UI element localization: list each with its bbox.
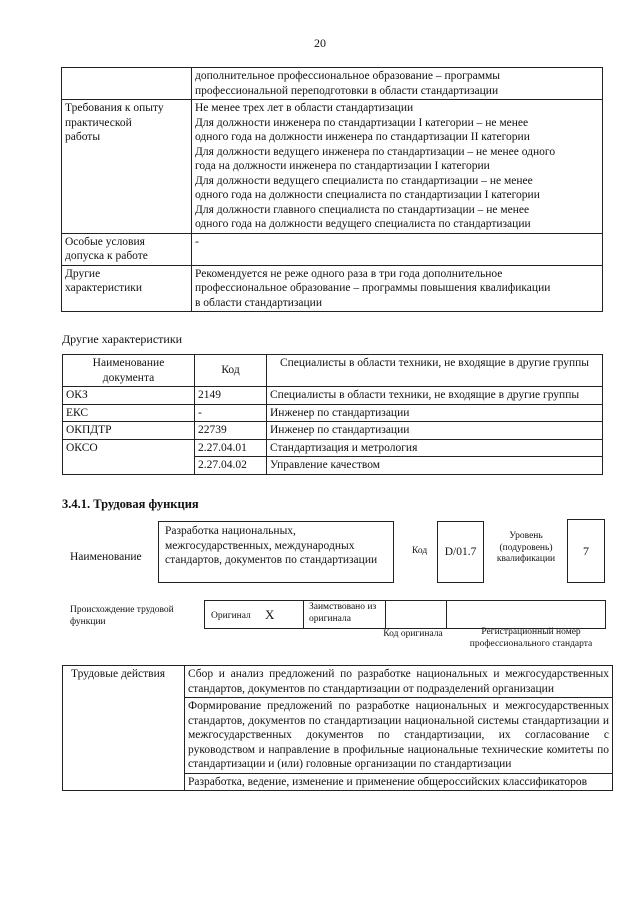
table-row	[62, 265, 603, 312]
labor-action-item: Сбор и анализ предложений по разработке национальных и межгосударственных стандартов, документов по стандартизации от подразделений организации	[185, 666, 613, 698]
qualification-level-box	[567, 519, 605, 583]
original-mark: X	[265, 607, 275, 622]
function-name-label: Наименование	[70, 551, 142, 563]
original-code-caption: Код оригинала	[383, 629, 443, 639]
table-row	[62, 100, 603, 234]
row-label	[62, 68, 192, 100]
divider	[303, 601, 304, 628]
row-label: Требования к опыту практической работы	[62, 100, 192, 234]
table-row	[63, 387, 603, 405]
table-row	[63, 439, 603, 457]
row-value: Рекомендуется не реже одного раза в три года дополнительное профессиональное образование – программы повышения квалификации в области стандартизации	[192, 265, 603, 312]
qualification-level-label: Уровень (подуровень) квалификации	[496, 531, 556, 564]
labor-action-item: Формирование предложений по разработке национальных и межгосударственных стандартов, документов по стандартизации национальной системы стандартизации и межгосударственных документов по стандартизации, их согласование с руководством и направление в профильные национальные технические комитеты по стандартизации и (или) головные организации по стандартизации	[185, 698, 613, 774]
function-name-box	[158, 521, 394, 583]
header-group: Специалисты в области техники, не входящие в другие группы	[267, 355, 603, 387]
doc-cell: ОКПДТР	[63, 422, 195, 440]
labor-actions-label: Трудовые действия	[63, 666, 185, 791]
code-cell: 2.27.04.02	[195, 457, 267, 475]
name-cell: Инженер по стандартизации	[267, 404, 603, 422]
row-value: дополнительное профессиональное образование – программы профессиональной переподготовки в области стандартизации	[192, 68, 603, 100]
origin-boxes	[204, 600, 606, 629]
function-code-label: Код	[412, 546, 428, 556]
table-row	[63, 404, 603, 422]
qualification-level-value: 7	[583, 543, 589, 558]
other-characteristics-title: Другие характеристики	[62, 332, 183, 346]
qualification-requirements-table	[61, 67, 603, 312]
table-row	[62, 68, 603, 100]
doc-cell: ЕКС	[63, 404, 195, 422]
name-cell: Инженер по стандартизации	[267, 422, 603, 440]
header-code: Код	[195, 355, 267, 387]
labor-actions-table	[62, 665, 613, 791]
function-code-value: D/01.7	[444, 545, 477, 558]
row-label: Другие характеристики	[62, 265, 192, 312]
doc-cell: ОКЗ	[63, 387, 195, 405]
header-document: Наименование документа	[63, 355, 195, 387]
code-cell: 2149	[195, 387, 267, 405]
origin-label: Происхождение трудовой функции	[70, 605, 174, 627]
name-cell: Специалисты в области техники, не входящие в другие группы	[267, 387, 603, 405]
row-value: Не менее трех лет в области стандартизации Для должности инженера по стандартизации I категории – не менее одного года на должности инженера по стандартизации II категории Для должности ведущего инженера по стандартизации – не менее одного года на должности инженера по стандартизации I категории Для должности ведущего специалиста по стандартизации – не менее одного года на должности специалиста по стандартизации I категории Для должности главного специалиста по стандартизации – не менее одного года на должности ведущего специалиста по стандартизации	[192, 100, 603, 234]
name-cell: Управление качеством	[267, 457, 603, 475]
registration-number-caption: Регистрационный номер профессионального стандарта	[469, 627, 593, 649]
code-cell: -	[195, 404, 267, 422]
other-characteristics-table	[62, 354, 603, 475]
section-title: 3.4.1. Трудовая функция	[62, 497, 199, 511]
function-name-value: Разработка национальных, межгосударственных, международных стандартов, документов по стандартизации	[165, 525, 378, 566]
borrowed-label: Заимствовано из оригинала	[309, 602, 377, 624]
original-label: Оригинал	[211, 611, 251, 621]
code-cell: 2.27.04.01	[195, 439, 267, 457]
page-number: 20	[314, 36, 326, 50]
row-value: -	[192, 233, 603, 265]
function-code-box	[437, 521, 484, 583]
table-row	[63, 422, 603, 440]
divider	[385, 601, 386, 628]
table-header-row	[63, 355, 603, 387]
labor-action-item: Разработка, ведение, изменение и применение общероссийских классификаторов	[185, 773, 613, 791]
table-row	[62, 233, 603, 265]
doc-cell: ОКСО	[63, 439, 195, 474]
row-label: Особые условия допуска к работе	[62, 233, 192, 265]
code-cell: 22739	[195, 422, 267, 440]
name-cell: Стандартизация и метрология	[267, 439, 603, 457]
table-row	[63, 666, 613, 698]
divider	[446, 601, 447, 628]
